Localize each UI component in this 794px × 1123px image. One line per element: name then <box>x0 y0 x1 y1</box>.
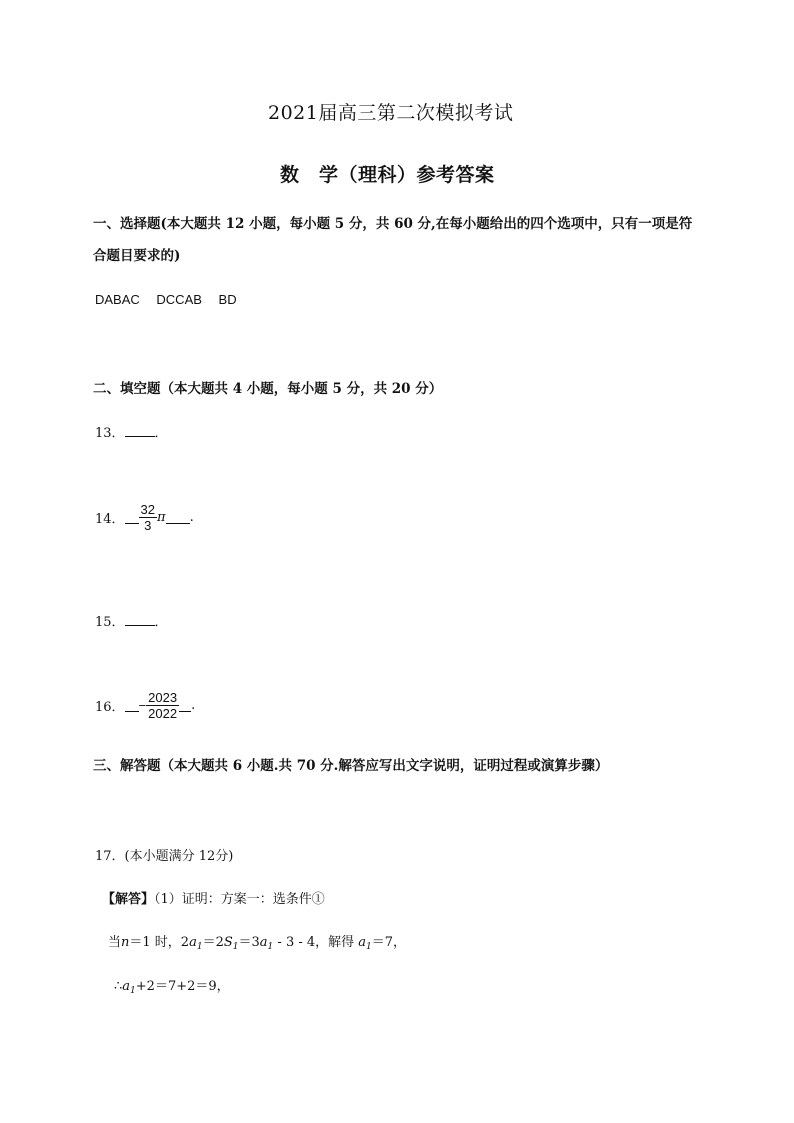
question-15-end: ． <box>154 615 168 630</box>
variable-n: n <box>121 935 130 950</box>
section1-heading-line2: 合题目要求的) <box>93 248 181 264</box>
question-13 <box>95 422 168 441</box>
section3-heading: 三、解答题（本大题共 6 小题.共 70 分.解答应写出文字说明，证明过程或演算步骤） <box>93 758 609 774</box>
question-17-title: 17．(本小题满分 12分) <box>95 849 234 864</box>
variable-a1: $a_1$ <box>259 935 274 952</box>
text-segment: 当 <box>108 935 122 950</box>
fraction-32-3 <box>139 502 157 533</box>
question-14-number: 14． <box>95 512 125 527</box>
minus-sign: − <box>138 698 147 713</box>
question-16 <box>95 690 195 721</box>
therefore-symbol: ∴ <box>114 979 123 994</box>
question-17-line1 <box>108 931 406 952</box>
fraction-numerator: 32 <box>140 502 156 517</box>
answer-intro-text: （1）证明：方案一：选条件① <box>154 892 325 907</box>
page-title: 2021届高三第二次模拟考试 <box>268 102 514 124</box>
text-segment: ＝7， <box>371 935 407 950</box>
question-17-answer-intro <box>102 888 325 907</box>
variable-a1: $a_1$ <box>122 979 136 996</box>
text-segment: ＝3 <box>238 935 260 950</box>
page-subtitle: 数 学（理科）参考答案 <box>280 164 495 186</box>
question-17-line2 <box>114 975 230 996</box>
answer-blank <box>125 511 139 524</box>
answer-blank <box>125 699 139 712</box>
fraction-denominator: 2022 <box>148 706 178 721</box>
text-segment: - 3 - 4，解得 <box>273 935 359 950</box>
question-14 <box>95 502 194 533</box>
pi-symbol: π <box>157 510 166 525</box>
text-segment: ＝2 <box>202 935 224 950</box>
answer-tag: 【解答】 <box>102 892 155 907</box>
choice-answers: DABAC DCCAB BD <box>95 292 237 307</box>
text-segment: +2＝7+2＝9， <box>135 979 230 994</box>
variable-a1: $a_1$ <box>358 935 372 952</box>
variable-a1: $a_1$ <box>189 935 203 952</box>
answer-blank <box>179 699 191 712</box>
text-segment: ＝1 时，2 <box>129 935 190 950</box>
answer-blank <box>125 613 155 626</box>
answer-blank <box>125 424 155 437</box>
question-16-number: 16． <box>95 700 125 715</box>
question-15 <box>95 611 168 630</box>
question-14-end: . <box>189 510 194 525</box>
fraction-2023-2022 <box>146 690 179 721</box>
fraction-numerator: 2023 <box>148 690 178 705</box>
fraction-denominator: 3 <box>144 518 152 533</box>
variable-s1: $S_1$ <box>223 935 239 952</box>
section1-heading-line1: 一、选择题(本大题共 12 小题，每小题 5 分，共 60 分,在每小题给出的四个选项中，只有一项是符 <box>93 216 693 232</box>
question-13-number: 13． <box>95 426 125 441</box>
answer-blank <box>166 511 190 524</box>
question-15-number: 15． <box>95 615 125 630</box>
question-13-end: ． <box>154 426 168 441</box>
section2-heading: 二、填空题（本大题共 4 小题，每小题 5 分，共 20 分） <box>93 381 443 397</box>
question-16-end: . <box>191 698 196 713</box>
